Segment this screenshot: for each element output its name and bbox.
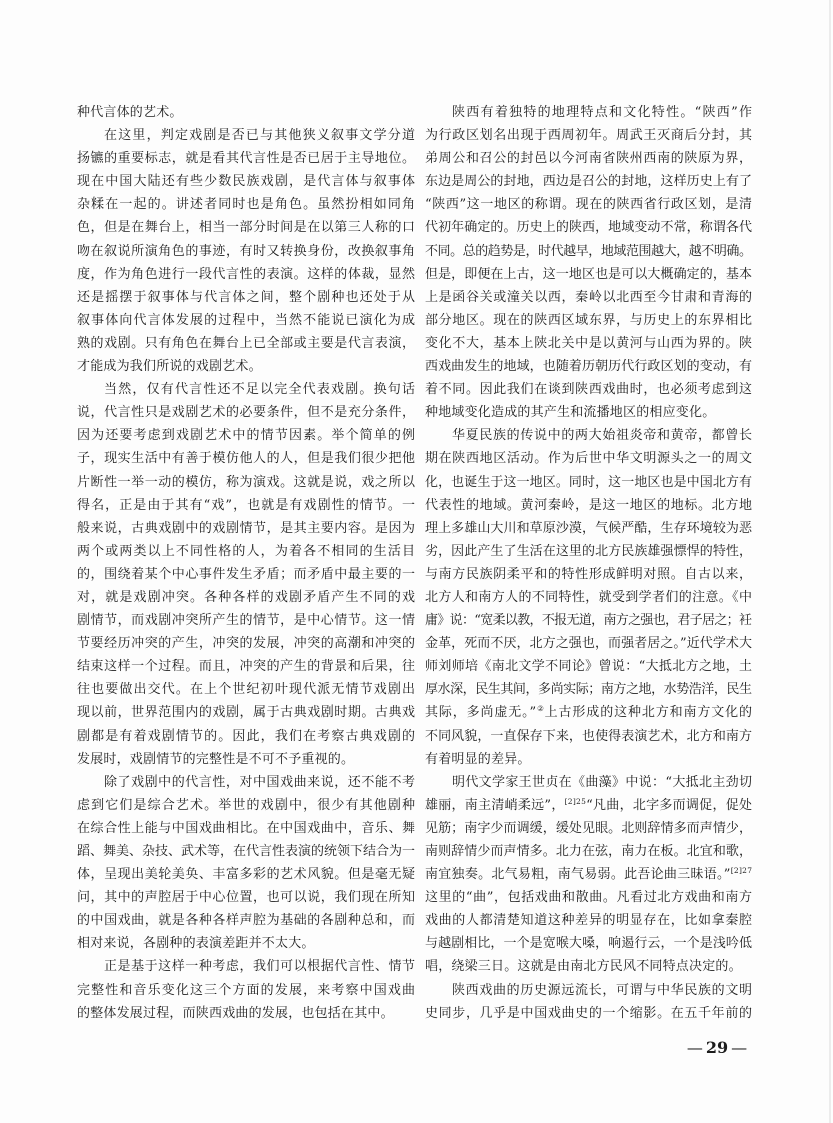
text-line: 才能成为我们所说的戏剧艺术。 [77, 359, 262, 375]
paragraph [77, 101, 415, 124]
text-line: 厚水深，民生其间，多尚实际；南方之地，水势浩洋，民生 [425, 682, 752, 698]
text-line: 理上多雄山大川和草原沙漠，气候严酷，生存环境较为恶 [425, 520, 753, 536]
text-line: 不同。总的趋势是，时代越早，地域范围越大，越不明确。 [425, 243, 752, 259]
text-line: 陕西有着独特的地理特点和文化特性。“陕西”作 [452, 105, 754, 120]
text-line: 剧都是有着戏剧情节的。因此，我们在考察古典戏剧的 [77, 728, 417, 744]
text-line: 的中国戏曲，就是各种各样声腔为基础的各剧种总和，而 [77, 913, 416, 929]
page-number [684, 1037, 750, 1059]
paragraph [425, 101, 752, 424]
text-line: 见筋；南字少而调缓，缓处见眼。北则辞情多而声情少， [425, 820, 753, 836]
text-line: 代初年确定的。历史上的陕西，地域变动不常，称谓各代 [425, 220, 753, 236]
text-line [425, 863, 752, 886]
text-line: 庸》说：“宽柔以教，不报无道，南方之强也，君子居之；衽 [425, 613, 752, 629]
text-line: 正是基于这样一种考虑，我们可以根据代言性、情节 [104, 959, 416, 975]
text-line: 色，但是在舞台上，相当一部分时间是在以第三人称的口 [77, 220, 416, 236]
paragraph [77, 378, 415, 771]
text-line: 对，就是戏剧冲突。各种各样的戏剧矛盾产生不同的戏 [77, 589, 417, 605]
text-line: 因为还要考虑到戏剧艺术中的情节因素。举个简单的例 [77, 428, 417, 444]
text-line: 华夏民族的传说中的两大始祖炎帝和黄帝，都曾长 [452, 428, 753, 444]
text-line: 杂糅在一起的。讲述者同时也是角色。虽然扮相如同角 [77, 197, 417, 213]
text-line: 有着明显的差异。 [425, 751, 531, 767]
text-line: 度，作为角色进行一段代言性的表演。这样的体裁，显然 [77, 266, 416, 282]
text-line: 唱，绕梁三日。这就是由南北方民风不同特点决定的。 [425, 959, 742, 975]
text-line: “陕西”这一地区的称谓。现在的陕西省行政区划，是清 [425, 197, 753, 213]
paragraph [425, 424, 752, 770]
text-line: 般来说，古典戏剧中的戏剧情节，是其主要内容。是因为 [77, 520, 416, 536]
text-line [425, 701, 752, 724]
text-line: 发展时，戏剧情节的完整性是不可不予重视的。 [77, 751, 355, 767]
text-line: 吻在叙说所演角色的事迹，有时又转换身份，改换叙事角 [77, 243, 416, 259]
footnote-ref: ② [537, 704, 545, 714]
text-line: 北方人和南方人的不同特性，就受到学者们的注意。《中 [425, 589, 753, 605]
text-line: 完整性和音乐变化这三个方面的发展，来考察中国戏曲 [77, 982, 417, 998]
text-line: 明代文学家王世贞在《曲藻》中说：“大抵北主劲切 [452, 774, 753, 790]
scan-edge [829, 0, 831, 1123]
text-line: 期在陕西地区活动。作为后世中华文明源头之一的周文 [425, 451, 753, 467]
text-line: 体，呈现出美轮美奂、丰富多彩的艺术风貌。但是毫无疑 [77, 867, 416, 883]
text-line: 师刘师培《南北文学不同论》曾说：“大抵北方之地，土 [425, 659, 753, 675]
text-line: 现以前，世界范围内的戏剧，属于古典戏剧时期。古典戏 [77, 705, 416, 721]
citation-ref: [2]27 [730, 866, 753, 876]
text-line: 往也要做出交代。在上个世纪初叶现代派无情节戏剧出 [77, 682, 417, 698]
line-text: “凡曲，北字多而调促，促处 [586, 797, 753, 813]
text-line: 蹈、舞美、杂技、武术等，在代言性表演的统领下结合为一 [77, 844, 415, 859]
text-line: 叙事体向代言体发展的过程中，当然不能说已演化为成 [77, 312, 417, 328]
text-line: 种地域变化造成的其产生和流播地区的相应变化。 [425, 405, 716, 421]
text-line: 在这里，判定戏剧是否已与其他狭义叙事文学分道 [104, 128, 417, 144]
text-line: 但是，即便在上古，这一地区也是可以大概确定的，基本 [425, 266, 753, 282]
text-line: 相对来说，各剧种的表演差距并不太大。 [77, 936, 315, 952]
text-line: 还是摇摆于叙事体与代言体之间，整个剧种也还处于从 [77, 289, 417, 305]
text-line: 熟的戏剧。只有角色在舞台上已全部或主要是代言表演， [77, 335, 416, 351]
text-line: 问，其中的声腔居于中心位置，也可以说，我们现在所知 [77, 890, 416, 906]
text-line: 子，现实生活中有善于模仿他人的人，但是我们很少把他 [77, 451, 416, 467]
paragraph [77, 771, 415, 956]
text-line: 除了戏剧中的代言性，对中国戏曲来说，还不能不考 [104, 774, 416, 790]
line-text: 南宜独奏。北气易粗，南气易弱。此吾论曲三昧语。” [425, 867, 731, 883]
citation-ref: [2]25 [564, 796, 587, 806]
text-line: 与越剧相比，一个是宽喉大嗓，响遏行云，一个是浅吟低 [425, 936, 753, 952]
text-line: 上是函谷关或潼关以西，秦岭以北西至今甘肃和青海的 [425, 289, 753, 305]
text-line: 扬镳的重要标志，就是看其代言性是否已居于主导地位。 [77, 151, 416, 167]
line-text: 上古形成的这种北方和南方文化的 [544, 705, 753, 721]
paragraph [77, 955, 415, 1024]
text-line: 在综合性上能与中国戏曲相比。在中国戏曲中，音乐、舞 [77, 820, 416, 836]
text-line: 代表性的地域。黄河秦岭，是这一地区的地标。北方地 [425, 497, 753, 513]
paragraph [77, 124, 415, 378]
text-line: 金革，死而不厌，北方之强也，而强者居之。”近代学术大 [425, 636, 753, 652]
text-line: 现在中国大陆还有些少数民族戏剧，是代言体与叙事体 [77, 174, 417, 190]
text-line: 剧情节，而戏剧冲突所产生的情节，是中心情节。这一情 [77, 613, 416, 629]
text-line: 两个或两类以上不同性格的人，为着各不相同的生活目 [77, 543, 417, 559]
page-number-value: 29 [705, 1038, 729, 1057]
text-line: 弟周公和召公的封邑以今河南省陕州西南的陕原为界， [425, 151, 753, 167]
page-number-dash-right: — [731, 1038, 748, 1057]
text-line: 节要经历冲突的产生，冲突的发展，冲突的高潮和冲突的 [77, 636, 416, 652]
text-line: 部分地区。现在的陕西区域东界，与历史上的东界相比 [425, 312, 753, 328]
text-line: 当然，仅有代言性还不足以完全代表戏剧。换句话 [104, 382, 417, 398]
paragraph [425, 771, 752, 979]
right-column [425, 101, 752, 1025]
text-line: 得名，正是由于其有“戏”，也就是有戏剧性的情节。一 [77, 497, 417, 513]
text-line [425, 794, 752, 817]
text-line: 戏曲的人都清楚知道这种差异的明显存在，比如拿秦腔 [425, 913, 753, 929]
page-number-dash-left: — [686, 1038, 703, 1057]
text-line: 史同步，几乎是中国戏曲史的一个缩影。在五千年前的 [425, 1005, 753, 1021]
paragraph [425, 979, 752, 1025]
text-line: 西戏曲发生的地域，也随着历朝历代行政区划的变动，有 [425, 359, 753, 375]
text-line: 东边是周公的封地，西边是召公的封地，这样历史上有了 [425, 174, 753, 190]
line-text: 雄丽，南主清峭柔远”， [425, 797, 565, 813]
text-line: 为行政区划名出现于西周初年。周武王灭商后分封，其 [425, 128, 753, 144]
text-line: 片断性一举一动的模仿，称为演戏。这就是说，戏之所以 [77, 474, 416, 490]
text-line: 的，围绕着某个中心事件发生矛盾；而矛盾中最主要的一 [77, 566, 416, 582]
text-line: 虑到它们是综合艺术。举世的戏剧中，很少有其他剧种 [77, 797, 417, 813]
text-line: 不同风貌，一直保存下来，也使得表演艺术，北方和南方 [425, 728, 753, 744]
text-line: 劣，因此产生了生活在这里的北方民族雄强慓悍的特性， [425, 543, 753, 559]
text-line: 南则辞情少而声情多。北力在弦，南力在板。北宜和歌， [425, 844, 753, 859]
text-line: 的整体发展过程，而陕西戏曲的发展，也包括在其中。 [77, 1005, 394, 1021]
text-line: 与南方民族阴柔平和的特性形成鲜明对照。自古以来， [425, 566, 753, 582]
line-text: 其际，多尚虚无。” [425, 705, 538, 721]
text-line: 结束这样一个过程。而且，冲突的产生的背景和后果，往 [77, 659, 416, 675]
left-column [77, 101, 415, 1025]
text-line: 种代言体的艺术。 [77, 105, 183, 120]
text-line: 变化不大，基本上陕北关中是以黄河与山西为界的。陕 [425, 335, 753, 351]
text-line: 说，代言性只是戏剧艺术的必要条件，但不是充分条件， [77, 405, 416, 421]
text-line: 着不同。因此我们在谈到陕西戏曲时，也必须考虑到这 [425, 382, 753, 398]
text-line: 这里的“曲”，包括戏曲和散曲。凡看过北方戏曲和南方 [425, 890, 753, 906]
text-line: 化，也诞生于这一地区。同时，这一地区也是中国北方有 [425, 474, 753, 490]
text-line: 陕西戏曲的历史源远流长，可谓与中华民族的文明 [452, 982, 753, 998]
